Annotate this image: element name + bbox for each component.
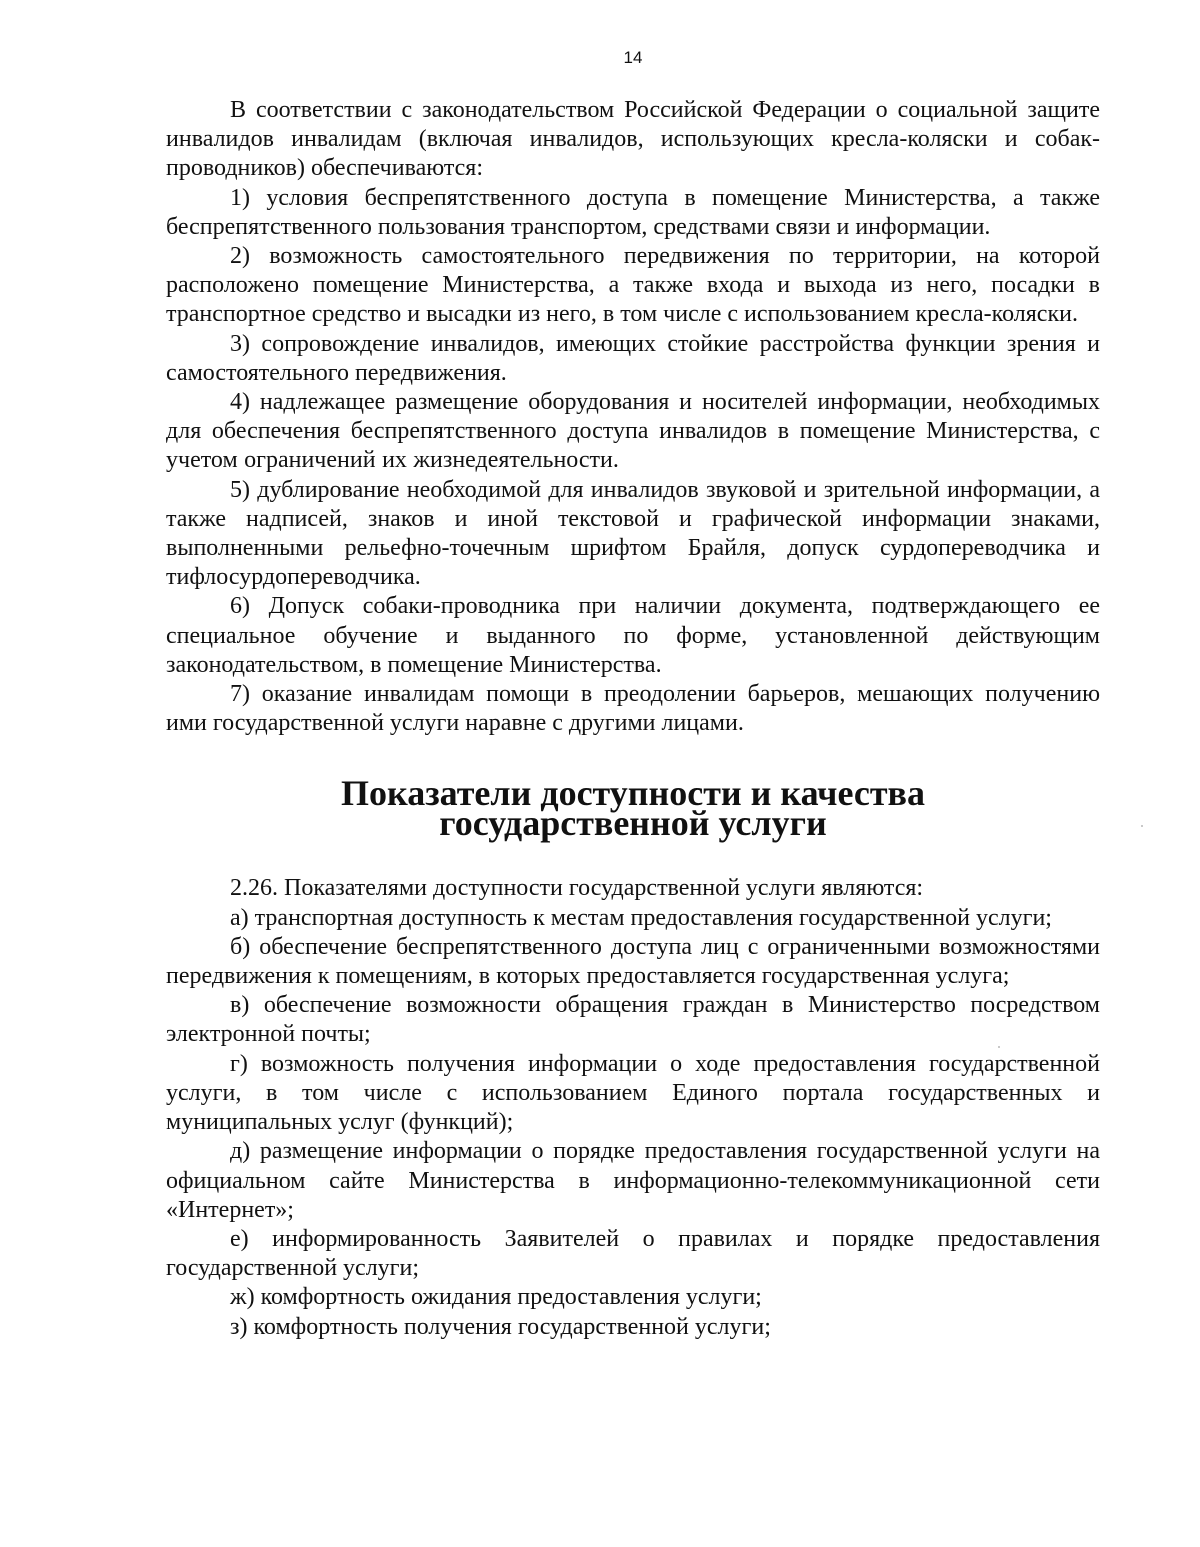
section-heading-line: государственной услуги — [439, 803, 827, 844]
list-item: б) обеспечение беспрепятственного доступа лиц с ограниченными возможностями передвижения к помещениям, в которых предоставляется государственная услуга; — [166, 933, 1100, 990]
list-item: 4) надлежащее размещение оборудования и носителей информации, необходимых для обеспечения беспрепятственного доступа инвалидов в помещение Министерства, с учетом ограничений их жизнедеятельности. — [166, 389, 1100, 474]
section-heading — [166, 773, 1100, 844]
list-item: 2) возможность самостоятельного передвижения по территории, на которой расположено помещение Министерства, а также входа и выхода из него, посадки в транспортное средство и высадки из него, в том числе с использованием кресла-коляски. — [166, 243, 1100, 328]
indicators-list — [166, 904, 1100, 1342]
list-item: 7) оказание инвалидам помощи в преодолении барьеров, мешающих получению ими государственной услуги наравне с другими лицами. — [166, 681, 1100, 737]
page-number: 14 — [623, 48, 643, 67]
list-item: 1) условия беспрепятственного доступа в помещение Министерства, а также беспрепятственного пользования транспортом, средствами связи и информации. — [166, 184, 1100, 240]
list-item: з) комфортность получения государственной услуги; — [230, 1313, 771, 1340]
scan-speck — [998, 1046, 1000, 1048]
list-item: е) информированность Заявителей о правилах и порядке предоставления государственной услуги; — [166, 1225, 1100, 1282]
list-item: ж) комфортность ожидания предоставления услуги; — [230, 1284, 762, 1311]
list-item: 5) дублирование необходимой для инвалидов звуковой и зрительной информации, а также надписей, знаков и иной текстовой и графической информации знаками, выполненными рельефно-точечным шрифтом Брайля, допуск сурдопереводчика и тифлосурдопереводчика. — [166, 476, 1100, 591]
list-item: 3) сопровождение инвалидов, имеющих стойкие расстройства функции зрения и самостоятельного передвижения. — [166, 330, 1100, 386]
intro-paragraph: В соответствии с законодательством Российской Федерации о социальной защите инвалидов инвалидам (включая инвалидов, использующих кресла-коляски и собак-проводников) обеспечиваются: — [166, 97, 1100, 182]
list-item: г) возможность получения информации о ходе предоставления государственной услуги, в том числе с использованием Единого портала государственных и муниципальных услуг (функций); — [166, 1050, 1100, 1136]
scan-speck — [1141, 825, 1143, 827]
section-heading-line: Показатели доступности и качества — [341, 773, 925, 814]
list-item: д) размещение информации о порядке предоставления государственной услуги на официальном сайте Министерства в информационно-телекоммуникационной сети «Интернет»; — [166, 1138, 1100, 1223]
list-item: 6) Допуск собаки-проводника при наличии документа, подтверждающего ее специальное обучение и выданного по форме, установленной действующим законодательством, в помещение Министерства. — [166, 593, 1100, 678]
indicators-intro: 2.26. Показателями доступности государственной услуги являются: — [230, 875, 924, 902]
list-item: в) обеспечение возможности обращения граждан в Министерство посредством электронной почты; — [166, 992, 1100, 1048]
list-item: а) транспортная доступность к местам предоставления государственной услуги; — [230, 904, 1052, 931]
accessibility-conditions-list — [166, 184, 1100, 739]
document-body — [166, 96, 1100, 1342]
